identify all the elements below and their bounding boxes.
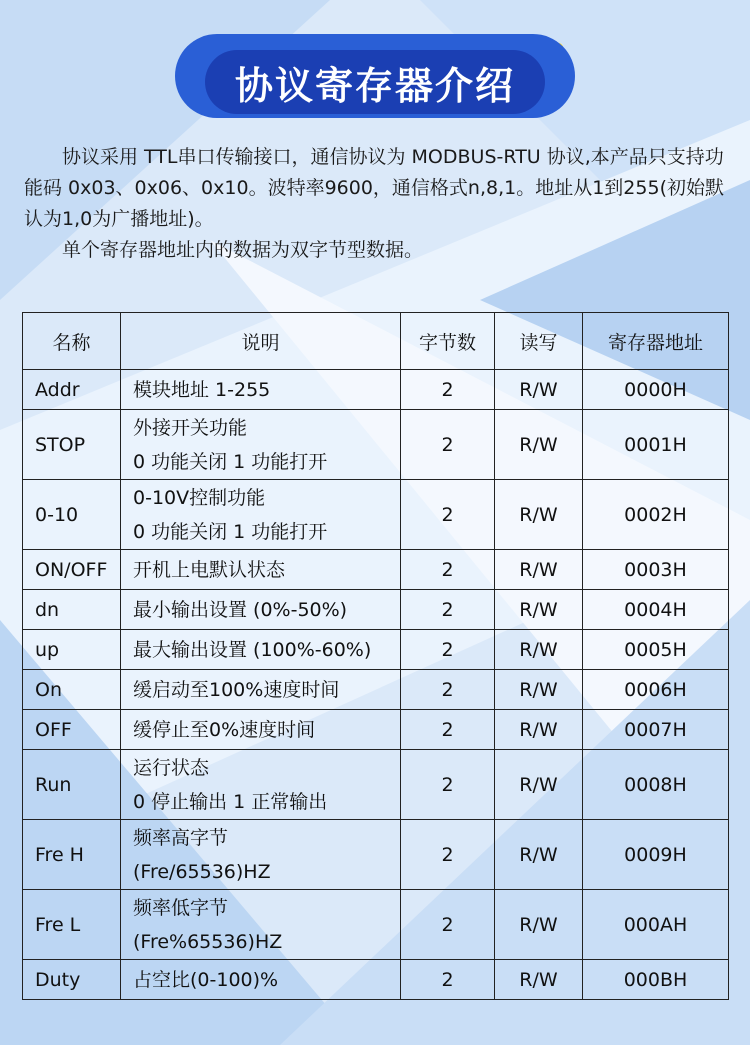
register-description [121,750,401,820]
register-description [121,480,401,550]
byte-count: 2 [401,960,495,1000]
register-name: Duty [23,960,121,1000]
byte-count: 2 [401,820,495,890]
register-name: Fre H [23,820,121,890]
description-line: (Fre/65536)HZ [133,860,271,883]
read-write: R/W [495,480,583,550]
description-line: 缓停止至0%速度时间 [133,718,316,741]
intro-paragraph: 协议采用 TTL串口传输接口，通信协议为 MODBUS-RTU 协议,本产品只支持功能码 0x03、0x06、0x10。波特率9600，通信格式n,8,1。地址从1到255(初始默认为1,0为广播地址)。 [24,146,724,230]
description-line: 占空比(0-100)% [133,968,279,991]
table-header-row [23,313,729,370]
read-write: R/W [495,670,583,710]
intro-paragraph: 单个寄存器地址内的数据为双字节型数据。 [62,239,424,261]
read-write: R/W [495,890,583,960]
column-header: 寄存器地址 [583,313,729,370]
register-description [121,670,401,710]
register-name: On [23,670,121,710]
description-line: (Fre%65536)HZ [133,930,283,953]
byte-count: 2 [401,480,495,550]
read-write: R/W [495,710,583,750]
register-description [121,710,401,750]
description-line: 最小输出设置 (0%-50%) [133,598,348,621]
register-name: ON/OFF [23,550,121,590]
read-write: R/W [495,820,583,890]
read-write: R/W [495,550,583,590]
byte-count: 2 [401,550,495,590]
byte-count: 2 [401,890,495,960]
title-pill [175,34,575,118]
byte-count: 2 [401,370,495,410]
register-address: 0004H [583,590,729,630]
register-name: Addr [23,370,121,410]
register-name: OFF [23,710,121,750]
register-address: 0007H [583,710,729,750]
description-line: 最大输出设置 (100%-60%) [133,638,372,661]
register-description [121,960,401,1000]
column-header: 读写 [495,313,583,370]
register-address: 0002H [583,480,729,550]
table-row [23,630,729,670]
register-address: 0006H [583,670,729,710]
register-description [121,820,401,890]
register-description [121,410,401,480]
table-row [23,480,729,550]
table-row [23,550,729,590]
title-banner [175,22,575,122]
read-write: R/W [495,630,583,670]
read-write: R/W [495,590,583,630]
description-line: 开机上电默认状态 [133,558,286,581]
register-name: up [23,630,121,670]
register-address: 0005H [583,630,729,670]
read-write: R/W [495,960,583,1000]
register-name: Run [23,750,121,820]
table-row [23,890,729,960]
register-address: 000BH [583,960,729,1000]
register-address: 0000H [583,370,729,410]
table-row [23,370,729,410]
description-line: 频率高字节 [133,826,229,849]
table-row [23,670,729,710]
description-line: 0 功能关闭 1 功能打开 [133,520,328,543]
register-name: 0-10 [23,480,121,550]
table-row [23,590,729,630]
column-header: 说明 [121,313,401,370]
table-body [23,370,729,1000]
description-line: 模块地址 1-255 [133,378,271,401]
table-row [23,820,729,890]
description-line: 频率低字节 [133,896,229,919]
description-line: 缓启动至100%速度时间 [133,678,340,701]
register-address: 0009H [583,820,729,890]
register-address: 0008H [583,750,729,820]
table-row [23,710,729,750]
column-header: 名称 [23,313,121,370]
byte-count: 2 [401,750,495,820]
description-line: 0 停止输出 1 正常输出 [133,790,328,813]
read-write: R/W [495,750,583,820]
byte-count: 2 [401,630,495,670]
register-description [121,370,401,410]
register-address: 000AH [583,890,729,960]
register-table [22,312,729,1000]
intro-text [24,142,730,266]
register-description [121,890,401,960]
description-line: 0 功能关闭 1 功能打开 [133,450,328,473]
read-write: R/W [495,370,583,410]
byte-count: 2 [401,710,495,750]
table-row [23,960,729,1000]
register-description [121,590,401,630]
description-line: 0-10V控制功能 [133,486,266,509]
byte-count: 2 [401,670,495,710]
page-title: 协议寄存器介绍 [234,63,515,108]
table-row [23,750,729,820]
register-description [121,630,401,670]
register-description [121,550,401,590]
register-address: 0001H [583,410,729,480]
column-header: 字节数 [401,313,495,370]
register-name: dn [23,590,121,630]
description-line: 外接开关功能 [133,416,248,439]
register-address: 0003H [583,550,729,590]
register-name: Fre L [23,890,121,960]
read-write: R/W [495,410,583,480]
register-name: STOP [23,410,121,480]
table-row [23,410,729,480]
byte-count: 2 [401,590,495,630]
description-line: 运行状态 [133,756,210,779]
byte-count: 2 [401,410,495,480]
